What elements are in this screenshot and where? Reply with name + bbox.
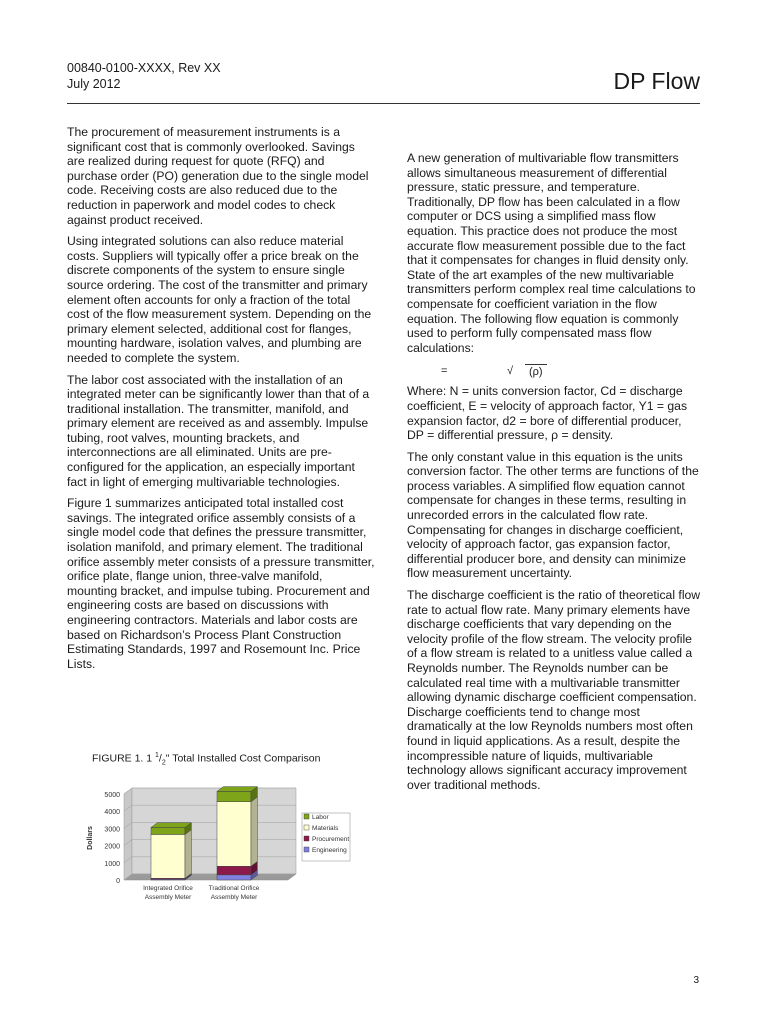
bar-segment [151,834,185,878]
cost-comparison-chart [84,780,350,910]
y-tick-label: 3000 [104,826,120,834]
paragraph: Figure 1 summarizes anticipated total installed cost savings. The integrated orifice assembly consists of a single model code that defines the pressure transmitter, isolation manifold, and primary element. The traditional orifice assembly meter consists of a pressure transmitter, orifice plate, flange union, three-valve manifold, mounting bracket, and impulse tubing. Procurement and engineering costs are based on discussions with engineering contractors. Materials and labor costs are based on Richardson’s Process Plant Construction Estimating Standards, 1997 and Rosemount Inc. Price Lists. [67,496,375,671]
bar-top [151,823,191,828]
paragraph: Where: N = units conversion factor, Cd = discharge coefficient, E = velocity of approach factor, Y1 = gas expansion factor, d2 = bore of differential producer, DP = differential pressure, ρ = density. [407,384,688,443]
x-category-label: Assembly Meter [210,894,258,901]
sqrt-symbol: √ [507,365,514,378]
equation-density-term: (ρ) [525,364,547,380]
x-category-label: Integrated Orifice [143,885,193,892]
doc-number: 00840-0100-XXXX, Rev XX [67,61,221,75]
bar-segment-side [251,797,257,866]
legend-label: Labor [312,814,329,821]
right-column [407,151,701,799]
doc-date: July 2012 [67,77,121,91]
paragraph: Using integrated solutions can also reduce material costs. Suppliers will typically offer a price break on the discrete components of the system to ensure single source ordering. The cost of the transmitter and primary element often accounts for only a fraction of the total cost of the flow measurement system. Depending on the primary element selected, additional cost for flanges, mounting hardware, isolation valves, and plumbing are needed to complete the system. [67,234,372,365]
legend-swatch [304,825,309,830]
legend-label: Procurement [312,836,350,843]
paragraph: A new generation of multivariable flow transmitters allows simultaneous measurement of differential pressure, static pressure, and temperature. Traditionally, DP flow has been calculated in a flow computer or DCS using a simplified mass flow equation. This practice does not produce the most accurate flow measurement possible due to the fact that it compensates for changes in fluid density only. State of the art examples of the new multivariable transmitters perform complex real time calculations to compensate for coefficient variation in the flow equation. The following flow equation is commonly used to perform fully compensated mass flow calculations: [407,151,696,355]
legend-label: Engineering [312,847,347,854]
doc-title: DP Flow [613,68,700,94]
header-divider [67,103,700,104]
y-tick-label: 0 [116,878,120,885]
x-category-label: Traditional Orifice [208,885,260,892]
figure-caption: FIGURE 1. 1 $^1/_2$" Total Installed Cost Comparison [92,752,321,767]
y-tick-label: 2000 [104,843,120,851]
legend-swatch [304,814,309,819]
paragraph: The procurement of measurement instruments is a significant cost that is commonly overlooked. Savings are realized during request for quote (RFQ) and purchase order (PO) generation due to the single model code. Receiving costs are also reduced due to the reduction in paperwork and model codes to check against product received. [67,125,369,227]
page-number: 3 [693,975,699,986]
y-tick-label: 1000 [104,860,120,868]
equation-equals: = [441,365,448,378]
chart-side-wall [124,788,132,880]
bar-segment-side [185,830,191,879]
legend-label: Materials [312,825,339,832]
left-column [67,125,375,678]
y-axis-label: Dollars [87,826,94,850]
legend-swatch [304,847,309,852]
chart-svg [84,780,350,910]
bar-segment [217,791,251,801]
paragraph: The only constant value in this equation is the units conversion factor. The other terms are functions of the process variables. A simplified flow equation cannot compensate for changes in these terms, resulting in unrecorded errors in the calculated flow rate. Compensating for changes in discharge coefficient, velocity of approach factor, gas expansion factor, differential producer bore, and density can minimize flow measurement uncertainty. [407,449,699,581]
legend-swatch [304,836,309,841]
chart-floor [124,874,296,880]
bar-top [217,787,257,792]
bar-segment [217,802,251,867]
bar-segment [217,866,251,875]
y-tick-label: 5000 [104,792,120,799]
header-meta [67,60,221,92]
flow-equation [407,362,701,384]
y-tick-label: 4000 [104,809,120,817]
paragraph: The labor cost associated with the installation of an integrated meter can be significantly lower than that of a traditional installation. The transmitter, manifold, and primary element are received as and assembly. Impulse tubing, root valves, mounting brackets, and interconnections are all eliminated. Units are pre-configured for the application, an especially important fact in light of emerging multivariable technologies. [67,372,370,489]
x-category-label: Assembly Meter [144,894,192,901]
bar-segment [217,875,251,880]
paragraph: The discharge coefficient is the ratio of theoretical flow rate to actual flow rate. Many primary elements have discharge coefficients that vary depending on the velocity profile of the flow stream. The velocity profile of a flow stream is related to a unitless value called a Reynolds number. The Reynolds number can be calculated real time with a multivariable transmitter allowing dynamic discharge coefficient compensation. Discharge coefficients tend to change most dramatically at the low Reynolds numbers most often found in liquid applications. As a result, despite the incompressible nature of liquids, multivariable technology allows significant accuracy improvement over traditional methods. [407,588,701,792]
bar-segment [151,828,185,835]
